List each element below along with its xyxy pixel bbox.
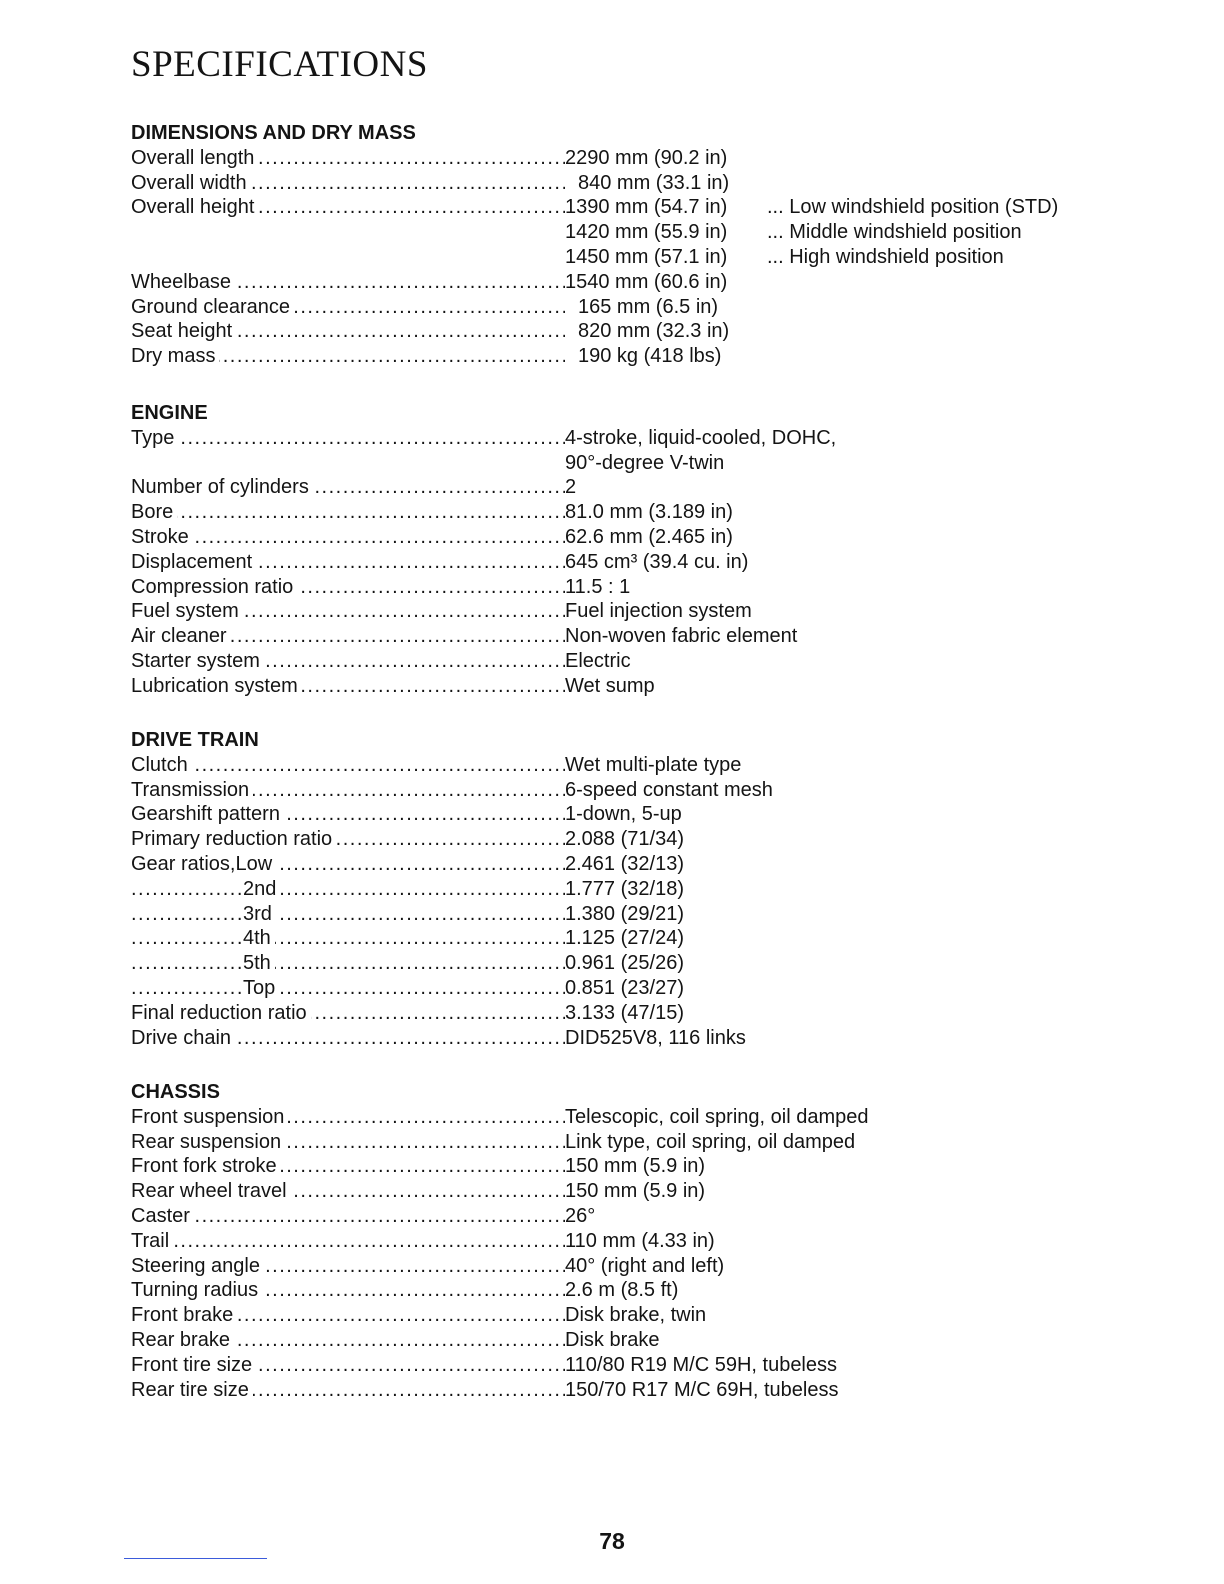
spec-value: 190 kg (418 lbs) xyxy=(578,345,722,368)
spec-value: 1420 mm (55.9 in) xyxy=(565,221,728,244)
spec-row-compression xyxy=(131,575,1091,600)
section-drive-train xyxy=(131,728,1091,1050)
spec-label: 5th xyxy=(243,952,275,974)
spec-label: Wheelbase xyxy=(131,271,235,293)
spec-row-rear-brake xyxy=(131,1328,1091,1353)
spec-value: Link type, coil spring, oil damped xyxy=(565,1130,856,1153)
spec-row-gearshift xyxy=(131,802,1091,827)
section-title: DRIVE TRAIN xyxy=(131,729,259,751)
spec-row-overall-height-high xyxy=(131,245,1091,270)
spec-row-overall-length xyxy=(131,146,1091,171)
spec-label: Top xyxy=(243,977,279,999)
spec-value: Disk brake xyxy=(565,1328,660,1351)
section-title: CHASSIS xyxy=(131,1081,220,1103)
spec-note: ... High windshield position xyxy=(767,245,1004,268)
spec-value: 81.0 mm (3.189 in) xyxy=(565,501,733,524)
spec-value: 2.6 m (8.5 ft) xyxy=(565,1279,679,1302)
spec-value: 2 xyxy=(565,476,577,499)
spec-label: 4th xyxy=(243,927,275,949)
spec-label: Steering angle xyxy=(131,1255,264,1277)
spec-label: Dry mass xyxy=(131,345,219,367)
spec-label: Drive chain xyxy=(131,1027,235,1049)
spec-value: 645 cm³ (39.4 cu. in) xyxy=(565,550,749,573)
spec-row-type-cont xyxy=(131,451,1091,476)
spec-row-lubrication xyxy=(131,674,1091,699)
spec-row-stroke xyxy=(131,525,1091,550)
spec-label: Compression ratio xyxy=(131,576,297,598)
spec-value: 150/70 R17 M/C 69H, tubeless xyxy=(565,1378,839,1401)
spec-row-clutch xyxy=(131,753,1091,778)
spec-value: 110 mm (4.33 in) xyxy=(565,1229,715,1252)
spec-note: ... Low windshield position (STD) xyxy=(767,196,1059,219)
spec-label: Air cleaner xyxy=(131,625,231,647)
spec-row-gear-3rd xyxy=(131,902,1091,927)
spec-row-primary xyxy=(131,827,1091,852)
spec-value: 820 mm (32.3 in) xyxy=(578,320,730,343)
spec-row-type xyxy=(131,426,1091,451)
spec-label: Transmission xyxy=(131,779,253,801)
spec-row-chain xyxy=(131,1026,1091,1051)
spec-row-starter xyxy=(131,649,1091,674)
spec-row-dry-mass xyxy=(131,344,1091,369)
spec-label: Turning radius xyxy=(131,1279,262,1301)
spec-row-displacement xyxy=(131,550,1091,575)
spec-value: 11.5 : 1 xyxy=(565,575,631,598)
spec-label: Fuel system xyxy=(131,600,243,622)
spec-label: Rear tire size xyxy=(131,1379,253,1401)
spec-value: 0.961 (25/26) xyxy=(565,952,684,975)
spec-value: 3.133 (47/15) xyxy=(565,1001,684,1024)
spec-value: Fuel injection system xyxy=(565,600,752,623)
spec-label: Rear suspension xyxy=(131,1131,285,1153)
spec-row-front-suspension xyxy=(131,1105,1091,1130)
spec-row-ground-clearance xyxy=(131,295,1091,320)
spec-label: Rear brake xyxy=(131,1329,234,1351)
spec-value: 6-speed constant mesh xyxy=(565,778,773,801)
spec-row-gear-5th xyxy=(131,951,1091,976)
spec-value: 1390 mm (54.7 in) xyxy=(565,196,728,219)
spec-label: Ground clearance xyxy=(131,296,294,318)
spec-row-seat-height xyxy=(131,319,1091,344)
spec-value: Non-woven fabric element xyxy=(565,625,798,648)
spec-row-fuel xyxy=(131,599,1091,624)
spec-value: 110/80 R19 M/C 59H, tubeless xyxy=(565,1353,838,1376)
spec-value: Wet multi-plate type xyxy=(565,753,742,776)
section-chassis xyxy=(131,1080,1091,1402)
spec-label: Overall length xyxy=(131,147,258,169)
spec-row-rear-tire xyxy=(131,1378,1091,1403)
spec-value: 165 mm (6.5 in) xyxy=(578,295,719,318)
spec-label: 3rd xyxy=(243,903,276,925)
spec-value: 26° xyxy=(565,1204,596,1227)
spec-row-gear-low xyxy=(131,852,1091,877)
spec-value: 2290 mm (90.2 in) xyxy=(565,146,728,169)
spec-label: Front tire size xyxy=(131,1354,256,1376)
spec-value: Electric xyxy=(565,649,631,672)
spec-row-rear-suspension xyxy=(131,1130,1091,1155)
spec-row-final xyxy=(131,1001,1091,1026)
spec-note: ... Middle windshield position xyxy=(767,221,1022,244)
spec-row-wheel-travel xyxy=(131,1179,1091,1204)
spec-value: 150 mm (5.9 in) xyxy=(565,1155,706,1178)
spec-label: Displacement xyxy=(131,551,256,573)
spec-row-transmission xyxy=(131,778,1091,803)
spec-value: 1-down, 5-up xyxy=(565,803,682,826)
spec-label: Rear wheel travel xyxy=(131,1180,291,1202)
spec-row-overall-height xyxy=(131,195,1091,220)
spec-value: 1.777 (32/18) xyxy=(565,877,684,900)
section-title: DIMENSIONS AND DRY MASS xyxy=(131,122,416,144)
spec-label: Number of cylinders xyxy=(131,476,313,498)
spec-label: 2nd xyxy=(243,878,280,900)
section-title: ENGINE xyxy=(131,402,208,424)
spec-row-fork-stroke xyxy=(131,1154,1091,1179)
spec-label: Front brake xyxy=(131,1304,237,1326)
spec-label: Gearshift pattern xyxy=(131,803,284,825)
spec-row-gear-2nd xyxy=(131,877,1091,902)
section-dimensions xyxy=(131,121,1091,369)
spec-value: Wet sump xyxy=(565,674,655,697)
spec-value: 90°-degree V-twin xyxy=(565,451,725,474)
spec-row-trail xyxy=(131,1229,1091,1254)
spec-label: Gear ratios,Low xyxy=(131,853,276,875)
spec-label: Overall width xyxy=(131,172,251,194)
spec-value: 150 mm (5.9 in) xyxy=(565,1180,706,1203)
footer-rule xyxy=(124,1558,267,1559)
spec-row-gear-4th xyxy=(131,926,1091,951)
spec-value: 840 mm (33.1 in) xyxy=(578,171,730,194)
spec-row-bore xyxy=(131,500,1091,525)
spec-label: Bore xyxy=(131,501,177,523)
spec-row-front-tire xyxy=(131,1353,1091,1378)
spec-label: Lubrication system xyxy=(131,675,302,697)
spec-label: Stroke xyxy=(131,526,193,548)
spec-label: Seat height xyxy=(131,320,236,342)
spec-row-air xyxy=(131,624,1091,649)
spec-value: 40° (right and left) xyxy=(565,1254,725,1277)
spec-value: 2.088 (71/34) xyxy=(565,828,684,851)
spec-label: Front suspension xyxy=(131,1106,288,1128)
spec-label: Front fork stroke xyxy=(131,1155,281,1177)
spec-value: 2.461 (32/13) xyxy=(565,852,684,875)
spec-label: Clutch xyxy=(131,754,192,776)
spec-value: 1.380 (29/21) xyxy=(565,902,684,925)
spec-label: Primary reduction ratio xyxy=(131,828,336,850)
spec-label: Overall height xyxy=(131,196,258,218)
spec-value: Disk brake, twin xyxy=(565,1304,707,1327)
spec-row-gear-top xyxy=(131,976,1091,1001)
spec-label: Trail xyxy=(131,1230,173,1252)
spec-value: Telescopic, coil spring, oil damped xyxy=(565,1105,869,1128)
spec-label: Starter system xyxy=(131,650,264,672)
spec-value: 1540 mm (60.6 in) xyxy=(565,270,728,293)
spec-label: Caster xyxy=(131,1205,194,1227)
page-number: 78 xyxy=(599,1528,625,1554)
section-engine xyxy=(131,401,1091,699)
spec-row-turning xyxy=(131,1278,1091,1303)
spec-value: 1450 mm (57.1 in) xyxy=(565,245,728,268)
spec-value: DID525V8, 116 links xyxy=(565,1026,746,1049)
spec-row-overall-width xyxy=(131,171,1091,196)
spec-row-cylinders xyxy=(131,475,1091,500)
spec-value: 4-stroke, liquid-cooled, DOHC, xyxy=(565,426,837,449)
spec-row-wheelbase xyxy=(131,270,1091,295)
spec-value: 1.125 (27/24) xyxy=(565,927,684,950)
spec-row-caster xyxy=(131,1204,1091,1229)
spec-label: Type xyxy=(131,427,178,449)
page-title: SPECIFICATIONS xyxy=(131,44,428,85)
spec-label: Final reduction ratio xyxy=(131,1002,311,1024)
spec-row-front-brake xyxy=(131,1303,1091,1328)
spec-row-overall-height-middle xyxy=(131,220,1091,245)
spec-value: 62.6 mm (2.465 in) xyxy=(565,525,733,548)
spec-value: 0.851 (23/27) xyxy=(565,976,684,999)
spec-row-steering xyxy=(131,1254,1091,1279)
